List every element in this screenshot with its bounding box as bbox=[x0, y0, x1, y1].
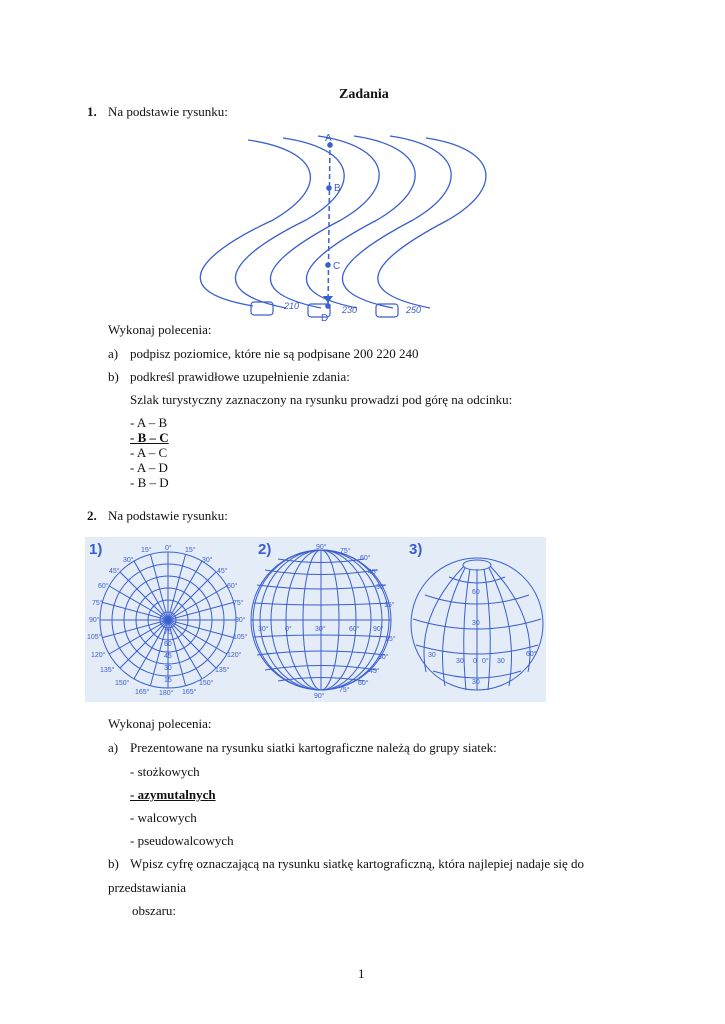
task2-commands: Wykonaj polecenia: bbox=[108, 716, 212, 731]
trail-line bbox=[328, 142, 330, 308]
svg-text:30°: 30° bbox=[202, 557, 213, 564]
svg-text:120°: 120° bbox=[91, 652, 106, 659]
option-b-d: - B – D bbox=[130, 475, 169, 490]
svg-text:120°: 120° bbox=[227, 652, 242, 659]
svg-text:30: 30 bbox=[428, 652, 436, 659]
svg-text:75: 75 bbox=[164, 629, 172, 636]
task2-a-text: Prezentowane na rysunku siatki kartograficzne należą do grupy siatek: bbox=[130, 740, 497, 755]
svg-text:45°: 45° bbox=[368, 569, 379, 576]
svg-text:60°: 60° bbox=[98, 583, 109, 590]
svg-text:165°: 165° bbox=[135, 689, 150, 696]
map-grids-figure bbox=[85, 537, 546, 702]
svg-text:45: 45 bbox=[164, 653, 172, 660]
label-a: A bbox=[325, 133, 332, 144]
svg-text:30: 30 bbox=[472, 679, 480, 686]
svg-text:60: 60 bbox=[472, 589, 480, 596]
task1-a-text: podpisz poziomice, które nie są podpisane 200 220 240 bbox=[130, 346, 419, 361]
task1-a-marker: a) bbox=[108, 346, 119, 361]
svg-text:60: 60 bbox=[164, 641, 172, 648]
task2-a-marker: a) bbox=[108, 740, 119, 755]
svg-text:60°: 60° bbox=[227, 583, 238, 590]
svg-text:30°: 30° bbox=[258, 626, 269, 633]
label-b: B bbox=[334, 183, 341, 194]
svg-text:45°: 45° bbox=[217, 568, 228, 575]
task2-number: 2. bbox=[87, 508, 97, 523]
svg-text:15°: 15° bbox=[141, 547, 152, 554]
page-number: 1 bbox=[358, 966, 365, 981]
svg-text:15: 15 bbox=[164, 677, 172, 684]
task1-number: 1. bbox=[87, 104, 97, 119]
option-azymutalnych: - azymutalnych bbox=[130, 787, 216, 802]
svg-text:30°: 30° bbox=[378, 654, 389, 661]
svg-text:30°: 30° bbox=[315, 626, 326, 633]
svg-text:90°: 90° bbox=[373, 626, 384, 633]
svg-text:135°: 135° bbox=[215, 667, 230, 674]
option-stozkowych: - stożkowych bbox=[130, 764, 200, 779]
svg-text:0°: 0° bbox=[165, 545, 172, 552]
task2-b-line2: przedstawiania bbox=[108, 880, 186, 895]
trail-arrow bbox=[323, 296, 333, 303]
page-title: Zadania bbox=[339, 87, 389, 102]
svg-text:0: 0 bbox=[473, 658, 477, 665]
svg-text:105°: 105° bbox=[87, 634, 102, 641]
svg-text:60°: 60° bbox=[349, 626, 360, 633]
task2-b-text: Wpisz cyfrę oznaczającą na rysunku siatkę kartograficzną, która najlepiej nadaje się do bbox=[130, 856, 585, 871]
task1-sentence: Szlak turystyczny zaznaczony na rysunku prowadzi pod górę na odcinku: bbox=[130, 392, 513, 407]
task1-b-marker: b) bbox=[108, 369, 119, 384]
label-c: C bbox=[333, 261, 341, 272]
task1-b-text: podkreśl prawidłowe uzupełnienie zdania: bbox=[130, 369, 350, 384]
option-walcowych: - walcowych bbox=[130, 810, 197, 825]
svg-text:30°: 30° bbox=[376, 584, 387, 591]
svg-text:150°: 150° bbox=[115, 680, 130, 687]
task2-intro: Na podstawie rysunku: bbox=[108, 508, 228, 523]
svg-text:15°: 15° bbox=[385, 636, 396, 643]
point-labels bbox=[321, 133, 341, 322]
svg-text:30: 30 bbox=[497, 658, 505, 665]
svg-text:75°: 75° bbox=[340, 548, 351, 555]
svg-text:90°: 90° bbox=[235, 617, 246, 624]
contour-label-210: 210 bbox=[284, 301, 300, 311]
svg-text:15°: 15° bbox=[384, 602, 395, 609]
contour-lines bbox=[200, 136, 486, 308]
svg-text:0°: 0° bbox=[482, 658, 489, 665]
svg-text:75°: 75° bbox=[339, 687, 350, 694]
option-a-c: - A – C bbox=[130, 445, 168, 460]
svg-text:75°: 75° bbox=[92, 600, 103, 607]
option-a-d: - A – D bbox=[130, 460, 168, 475]
svg-text:60°: 60° bbox=[526, 651, 537, 658]
svg-text:45°: 45° bbox=[369, 668, 380, 675]
svg-text:30: 30 bbox=[164, 665, 172, 672]
grid-label-2: 2) bbox=[258, 541, 272, 558]
svg-text:90°: 90° bbox=[316, 544, 327, 551]
svg-text:30: 30 bbox=[456, 658, 464, 665]
svg-text:30: 30 bbox=[472, 620, 480, 627]
grid-label-1: 1) bbox=[89, 541, 103, 558]
option-pseudowalcowych: - pseudowalcowych bbox=[130, 833, 234, 848]
task2-b-marker: b) bbox=[108, 856, 119, 871]
svg-text:75°: 75° bbox=[233, 600, 244, 607]
point-c bbox=[325, 262, 331, 268]
svg-text:60°: 60° bbox=[358, 680, 369, 687]
svg-text:165°: 165° bbox=[182, 689, 197, 696]
task1-commands: Wykonaj polecenia: bbox=[108, 322, 212, 337]
svg-text:135°: 135° bbox=[100, 667, 115, 674]
grid-label-3: 3) bbox=[409, 541, 423, 558]
svg-text:105°: 105° bbox=[233, 634, 248, 641]
svg-text:0°: 0° bbox=[285, 626, 292, 633]
option-b-c: - B – C bbox=[130, 430, 169, 445]
contour-map-figure bbox=[168, 130, 490, 322]
task2-b-line3: obszaru: bbox=[132, 903, 177, 918]
point-b bbox=[326, 185, 332, 191]
contour-label-230: 230 bbox=[342, 305, 358, 315]
svg-text:90°: 90° bbox=[314, 693, 325, 700]
svg-text:15°: 15° bbox=[185, 547, 196, 554]
svg-text:90°: 90° bbox=[89, 617, 100, 624]
svg-text:60°: 60° bbox=[360, 555, 371, 562]
task1-intro: Na podstawie rysunku: bbox=[108, 104, 228, 119]
svg-text:150°: 150° bbox=[199, 680, 214, 687]
svg-text:45°: 45° bbox=[109, 568, 120, 575]
label-d: D bbox=[321, 313, 329, 322]
option-a-b: - A – B bbox=[130, 415, 168, 430]
svg-text:30°: 30° bbox=[123, 557, 134, 564]
contour-label-250: 250 bbox=[406, 305, 422, 315]
svg-text:180°: 180° bbox=[159, 690, 174, 697]
contour-labels bbox=[283, 301, 421, 315]
